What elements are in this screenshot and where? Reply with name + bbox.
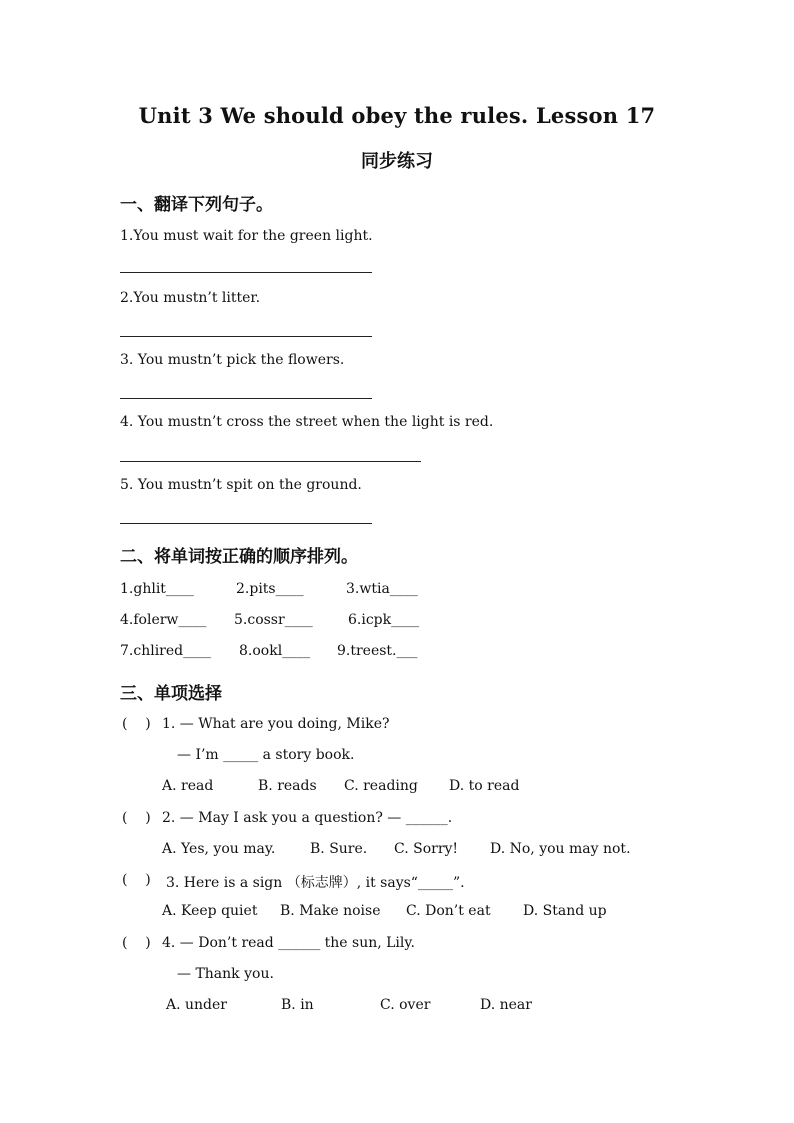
answer-line-1[interactable] <box>120 272 372 273</box>
q3-option-d[interactable]: D. Stand up <box>523 903 607 919</box>
scrambled-word-9: 9.treest.___ <box>337 643 418 659</box>
scrambled-word-6: 6.icpk____ <box>348 612 420 628</box>
q3-option-c[interactable]: C. Don’t eat <box>406 903 491 919</box>
section-1-heading: 一、翻译下列句子。 <box>120 195 273 215</box>
q3-option-a[interactable]: A. Keep quiet <box>162 903 258 919</box>
q2-option-d[interactable]: D. No, you may not. <box>490 841 631 857</box>
answer-bracket-q3[interactable]: ( ) <box>122 872 151 888</box>
scrambled-word-3: 3.wtia____ <box>346 581 418 597</box>
sentence-4: 4. You mustn’t cross the street when the light is red. <box>120 414 494 430</box>
answer-line-5[interactable] <box>120 523 372 524</box>
q1-option-d[interactable]: D. to read <box>449 778 520 794</box>
answer-bracket-q4[interactable]: ( ) <box>122 935 151 951</box>
q4-option-a[interactable]: A. under <box>166 997 227 1013</box>
page-subtitle: 同步练习 <box>361 151 433 172</box>
q1-option-a[interactable]: A. read <box>162 778 214 794</box>
sentence-1: 1.You must wait for the green light. <box>120 228 373 244</box>
q4-option-b[interactable]: B. in <box>281 997 314 1013</box>
question-4-stem: 4. — Don’t read ______ the sun, Lily. <box>162 935 415 951</box>
answer-bracket-q2[interactable]: ( ) <box>122 810 151 826</box>
section-3-heading: 三、单项选择 <box>120 684 222 704</box>
q2-option-a[interactable]: A. Yes, you may. <box>162 841 276 857</box>
scrambled-word-8: 8.ookl____ <box>239 643 311 659</box>
sentence-3: 3. You mustn’t pick the flowers. <box>120 352 345 368</box>
q4-option-c[interactable]: C. over <box>380 997 431 1013</box>
scrambled-word-1: 1.ghlit____ <box>120 581 194 597</box>
answer-line-3[interactable] <box>120 398 372 399</box>
page-title: Unit 3 We should obey the rules. Lesson 17 <box>138 103 656 128</box>
q1-option-c[interactable]: C. reading <box>344 778 418 794</box>
question-1-reply: — I’m _____ a story book. <box>177 747 355 763</box>
q2-option-c[interactable]: C. Sorry! <box>394 841 459 857</box>
sentence-2: 2.You mustn’t litter. <box>120 290 261 306</box>
answer-line-2[interactable] <box>120 336 372 337</box>
question-2-stem: 2. — May I ask you a question? — ______. <box>162 810 453 826</box>
q4-option-d[interactable]: D. near <box>480 997 532 1013</box>
q3-option-b[interactable]: B. Make noise <box>280 903 381 919</box>
sentence-5: 5. You mustn’t spit on the ground. <box>120 477 362 493</box>
scrambled-word-7: 7.chlired____ <box>120 643 212 659</box>
q1-option-b[interactable]: B. reads <box>258 778 317 794</box>
answer-line-4[interactable] <box>120 461 421 462</box>
question-4-reply: — Thank you. <box>177 966 274 982</box>
scrambled-word-4: 4.folerw____ <box>120 612 207 628</box>
question-3-stem: 3. Here is a sign （标志牌）, it says“_____”. <box>166 875 465 891</box>
answer-bracket-q1[interactable]: ( ) <box>122 716 151 732</box>
question-1-stem: 1. — What are you doing, Mike? <box>162 716 390 732</box>
scrambled-word-2: 2.pits____ <box>236 581 304 597</box>
scrambled-word-5: 5.cossr____ <box>234 612 313 628</box>
q2-option-b[interactable]: B. Sure. <box>310 841 368 857</box>
section-2-heading: 二、将单词按正确的顺序排列。 <box>120 547 358 567</box>
